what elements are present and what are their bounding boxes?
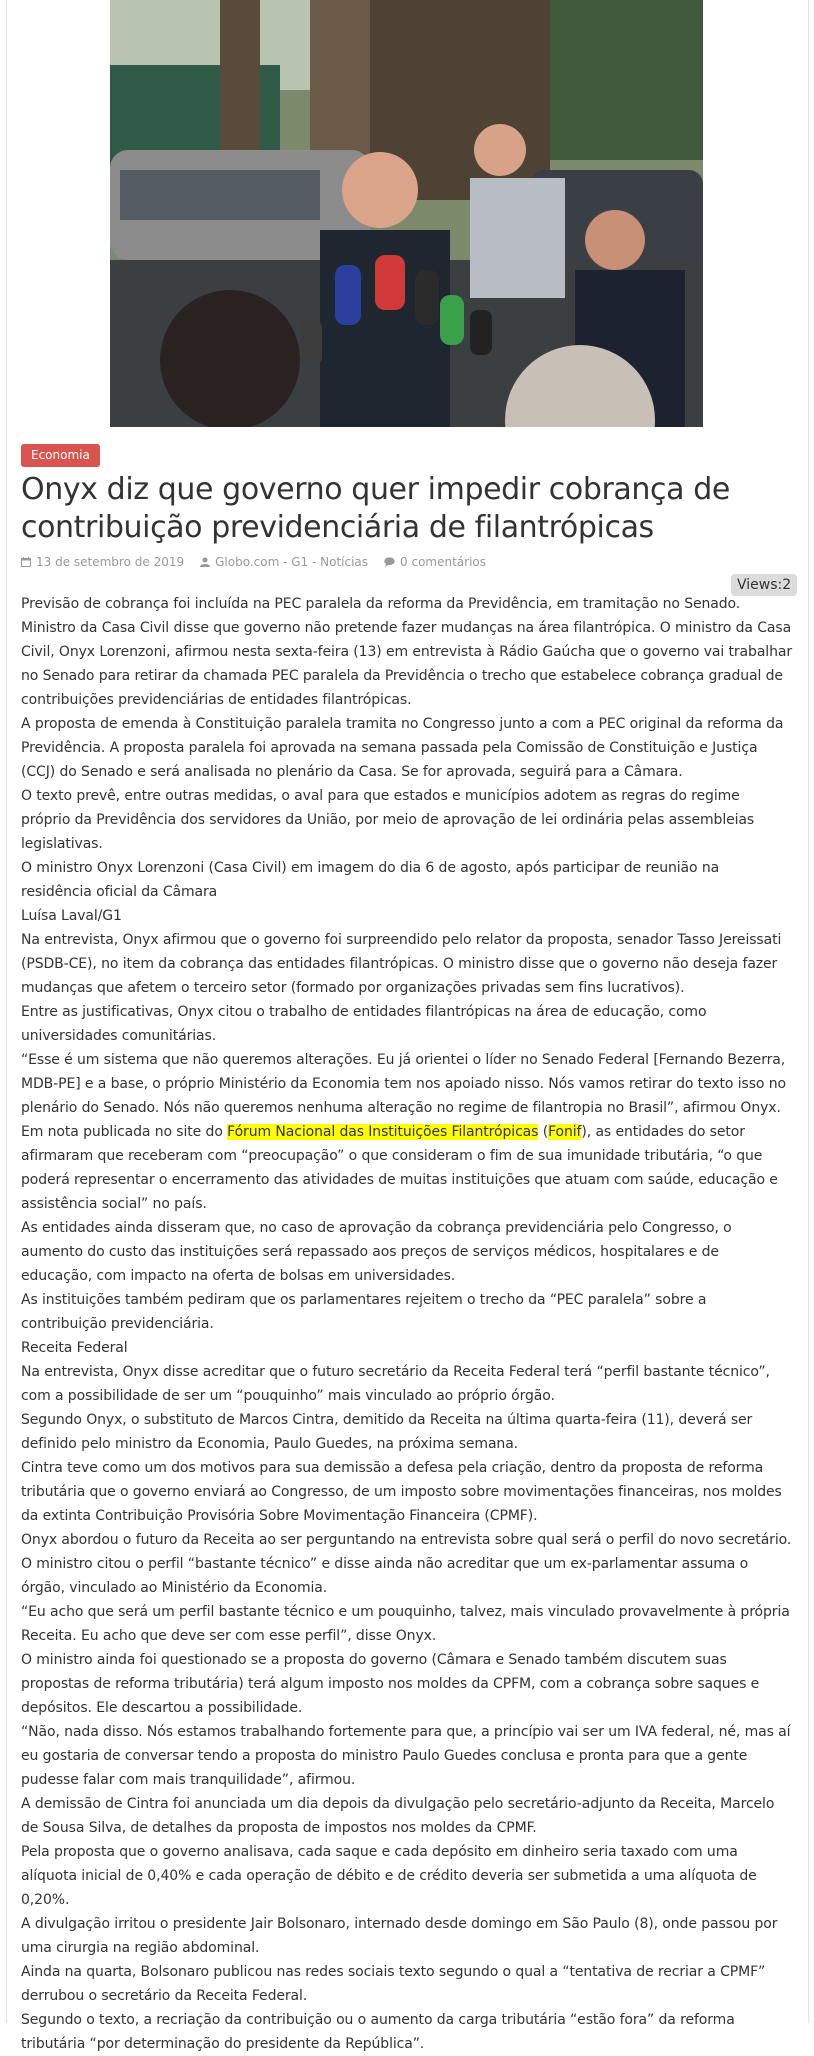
paragraph: As entidades ainda disseram que, no caso de aprovação da cobrança previdenciária pelo Congresso, o aumento do custo das instituições será repassado aos preços de serviços médicos, hospitalares e de educação, com impacto na oferta de bolsas em universidades. (21, 1220, 732, 1284)
paragraph: “Esse é um sistema que não queremos alterações. Eu já orientei o líder no Senado Federal [Fernando Bezerra, MDB-PE] e a base, o próprio Ministério da Economia tem nos apoiado nisso. Nós vamos retirar do texto isso no plenário do Senado. Nós não queremos nenhuma alteração no regime de filantropia no Brasil”, afirmou Onyx. (21, 1052, 786, 1116)
text-fragment: ( (538, 1124, 549, 1140)
highlight-fonif-name: Fórum Nacional das Instituições Filantrópicas (227, 1124, 539, 1140)
paragraph: Ainda na quarta, Bolsonaro publicou nas redes sociais texto segundo o qual a “tentativa de recriar a CPMF” derrubou o secretário da Receita Federal. (21, 1964, 766, 2004)
article-body (21, 592, 792, 2056)
paragraph: As instituições também pediram que os parlamentares rejeitem o trecho da “PEC paralela” sobre a contribuição previdenciária. (21, 1292, 707, 1332)
article-title: Onyx diz que governo quer impedir cobrança de contribuição previdenciária de filantrópicas (21, 472, 730, 545)
paragraph: “Não, nada disso. Nós estamos trabalhando fortemente para que, a princípio vai ser um IVA federal, né, mas aí eu gostaria de conversar tendo a proposta do ministro Paulo Guedes conclusa e pronta para que a gente pudesse falar com mais tranquilidade”, afirmou. (21, 1724, 791, 1788)
paragraph: O texto prevê, entre outras medidas, o aval para que estados e municípios adotem as regras do regime próprio da Previdência dos servidores da União, por meio de aprovação de lei ordinária pelas assembleias legislativas. (21, 788, 755, 852)
category-tag[interactable]: Economia (21, 444, 100, 467)
page-border-left (6, 0, 7, 2023)
post-date[interactable] (21, 555, 184, 569)
views-badge: Views:2 (731, 574, 797, 596)
paragraph: A proposta de emenda à Constituição paralela tramita no Congresso junto a com a PEC original da reforma da Previdência. A proposta paralela foi aprovada na semana passada pela Comissão de Constituição e Justiça (CCJ) do Senado e será analisada no plenário da Casa. Se for aprovada, seguirá para a Câmara. (21, 716, 784, 780)
post-comments-text: 0 comentários (400, 555, 487, 569)
photo-credit: Luísa Laval/G1 (21, 908, 122, 924)
post-comments[interactable] (384, 555, 486, 569)
paragraph: A demissão de Cintra foi anunciada um dia depois da divulgação pelo secretário-adjunto da Receita, Marcelo de Sousa Silva, de detalhes da proposta de impostos nos moldes da CPMF. (21, 1796, 775, 1836)
paragraph: Onyx abordou o futuro da Receita ao ser perguntando na entrevista sobre qual será o perfil do novo secretário. O ministro citou o perfil “bastante técnico” e disse ainda não acreditar que um ex-parlamentar assuma o órgão, vinculado ao Ministério da Economia. (21, 1532, 792, 1596)
paragraph: Na entrevista, Onyx afirmou que o governo foi surpreendido pelo relator da proposta, senador Tasso Jereissati (PSDB-CE), no item da cobrança das entidades filantrópicas. O ministro disse que o governo não deseja fazer mudanças que afetem o terceiro setor (formado por organizações privadas sem fins lucrativos). (21, 932, 782, 996)
paragraph: Segundo Onyx, o substituto de Marcos Cintra, demitido da Receita na última quarta-feira (11), deverá ser definido pelo ministro da Economia, Paulo Guedes, na próxima semana. (21, 1412, 753, 1452)
post-date-text: 13 de setembro de 2019 (36, 555, 185, 569)
featured-image[interactable] (110, 0, 703, 427)
comment-icon (384, 557, 395, 567)
featured-image-graphic (110, 0, 703, 427)
paragraph: O ministro ainda foi questionado se a proposta do governo (Câmara e Senado também discutem suas propostas de reforma tributária) terá algum imposto nos moldes da CPFM, com a cobrança sobre saques e depósitos. Ele descartou a possibilidade. (21, 1652, 760, 1716)
paragraph: Previsão de cobrança foi incluída na PEC paralela da reforma da Previdência, em tramitação no Senado. Ministro da Casa Civil disse que governo não pretende fazer mudanças na área filantrópica. O ministro da Casa Civil, Onyx Lorenzoni, afirmou nesta sexta-feira (13) em entrevista à Rádio Gaúcha que o governo vai trabalhar no Senado para retirar da chamada PEC paralela da Previdência o trecho que estabelece cobrança gradual de contribuições previdenciárias de entidades filantrópicas. (21, 596, 793, 708)
paragraph: Pela proposta que o governo analisava, cada saque e cada depósito em dinheiro seria taxado com uma alíquota inicial de 0,40% e cada operação de débito e de crédito deveria ser submetida a uma alíquota de 0,20%. (21, 1844, 757, 1908)
paragraph-with-highlights (21, 1120, 792, 1216)
paragraph: Cintra teve como um dos motivos para sua demissão a defesa pela criação, dentro da proposta de reforma tributária que o governo enviará ao Congresso, de um imposto sobre movimentações financeiras, nos moldes da extinta Contribuição Provisória Sobre Movimentação Financeira (CPMF). (21, 1460, 782, 1524)
post-meta (21, 555, 502, 569)
paragraph: A divulgação irritou o presidente Jair Bolsonaro, internado desde domingo em São Paulo (8), onde passou por uma cirurgia na região abdominal. (21, 1916, 778, 1956)
user-icon (200, 557, 210, 567)
paragraph: Segundo o texto, a recriação da contribuição ou o aumento da carga tributária “estão fora” da reforma tributária “por determinação do presidente da República”. (21, 2012, 735, 2052)
page-border-right (808, 0, 809, 2023)
paragraph: Entre as justificativas, Onyx citou o trabalho de entidades filantrópicas na área de educação, como universidades comunitárias. (21, 1004, 707, 1044)
calendar-icon (21, 557, 31, 567)
post-author[interactable] (200, 555, 368, 569)
section-heading: Receita Federal (21, 1340, 128, 1356)
highlight-fonif-acronym: Fonif (548, 1124, 582, 1140)
paragraph: Na entrevista, Onyx disse acreditar que o futuro secretário da Receita Federal terá “perfil bastante técnico”, com a possibilidade de ser um “pouquinho” mais vinculado ao próprio órgão. (21, 1364, 770, 1404)
post-author-text: Globo.com - G1 - Notícias (215, 555, 369, 569)
paragraph: “Eu acho que será um perfil bastante técnico e um pouquinho, talvez, mais vinculado provavelmente à própria Receita. Eu acho que deve ser com esse perfil”, disse Onyx. (21, 1604, 790, 1644)
text-fragment: ), as entidades do setor afirmaram que receberam com “preocupação” o que consideram o fim de sua imunidade tributária, “o que poderá representar o encerramento das atividades de muitas instituições que atuam com saúde, educação e assistência social” no país. (21, 1124, 778, 1212)
text-fragment: Em nota publicada no site do (21, 1124, 228, 1140)
paragraph: O ministro Onyx Lorenzoni (Casa Civil) em imagem do dia 6 de agosto, após participar de reunião na residência oficial da Câmara (21, 860, 720, 900)
